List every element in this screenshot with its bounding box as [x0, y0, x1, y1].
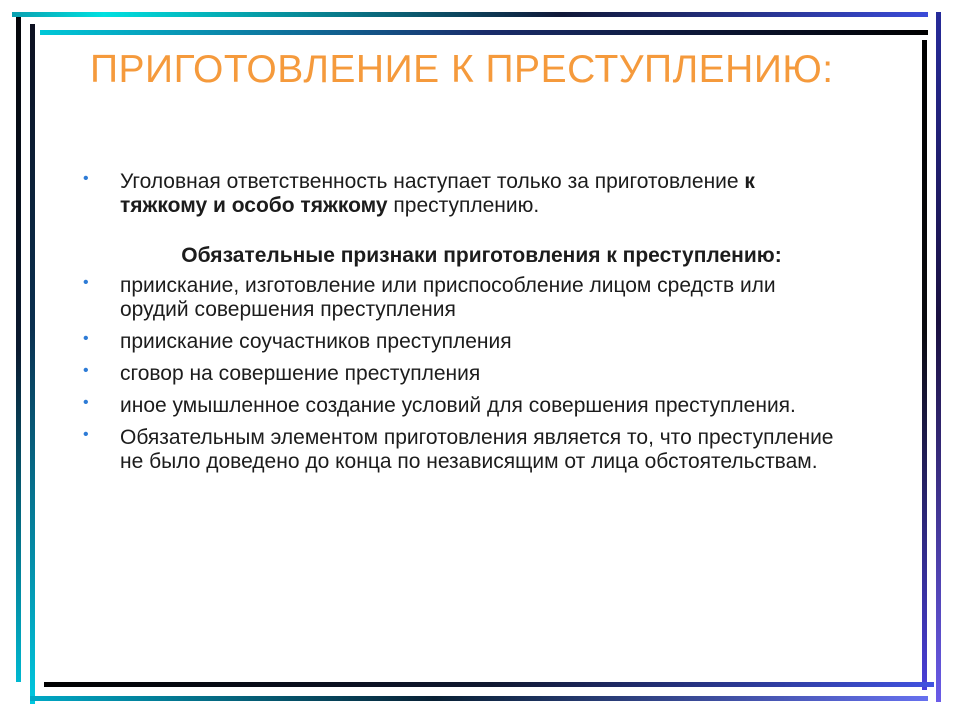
frame-bar-left-outer — [16, 17, 21, 682]
bullet-icon: • — [83, 426, 89, 443]
subheading: Обязательные признаки приготовления к преступлению: — [181, 244, 782, 267]
list-item-text: иное умышленное создание условий для совершения преступления. — [120, 394, 796, 417]
frame-bar-left-inner — [30, 24, 35, 704]
frame-bar-right-outer — [936, 12, 941, 702]
frame-bar-top-outer — [12, 12, 928, 17]
frame-bar-bottom-inner — [44, 682, 934, 687]
list-item — [83, 330, 843, 354]
bullet-icon: • — [83, 274, 89, 291]
slide-body — [83, 170, 843, 474]
bullet-icon: • — [83, 330, 89, 347]
frame-bar-right-inner — [922, 40, 927, 690]
list-item — [83, 394, 843, 418]
intro-text — [120, 170, 755, 217]
bullet-icon: • — [83, 362, 89, 379]
list-item — [83, 274, 843, 322]
list-item — [83, 362, 843, 386]
intro-text-end: преступлению. — [387, 194, 540, 217]
list-item-text: приискание соучастников преступления — [120, 330, 512, 353]
frame-bar-top-inner — [40, 30, 928, 35]
list-item-text: сговор на совершение преступления — [120, 362, 481, 385]
intro-bullet — [83, 170, 843, 218]
list-item — [83, 426, 843, 474]
slide-title: ПРИГОТОВЛЕНИЕ К ПРЕСТУПЛЕНИЮ: — [90, 48, 834, 91]
intro-text-bold: к тяжкому и особо тяжкому — [120, 170, 755, 217]
frame-bar-bottom-outer — [30, 696, 928, 701]
bullet-icon: • — [83, 170, 89, 187]
list-item-text: Обязательным элементом приготовления является то, что преступление не было доведено до конца по независящим от лица обстоятельствам. — [120, 426, 834, 473]
intro-text-start: Уголовная ответственность наступает только за приготовление — [120, 170, 745, 193]
list-item-text: приискание, изготовление или приспособление лицом средств или орудий совершения преступления — [120, 274, 776, 321]
bullet-icon: • — [83, 394, 89, 411]
